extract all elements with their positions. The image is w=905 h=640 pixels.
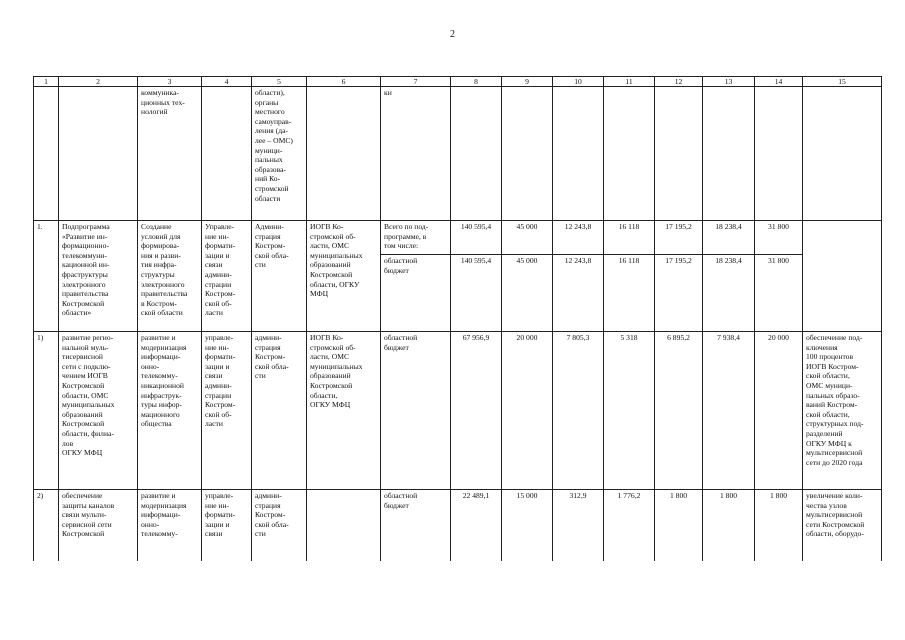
table-cell: обеспечение защиты каналов связи мульти- сервисной сети Костромской <box>59 490 138 562</box>
table-cell: увеличение коли- чества узлов мультисервисной сети Костромской области, оборудо- <box>803 490 882 562</box>
table-cell <box>803 87 882 221</box>
table-cell <box>202 87 252 221</box>
table-cell: обеспечение под- ключения 100 процентов ИОГВ Костром- ской области, ОМС муници- пальных образо- ваний Костром- ской области, структурных под- разделений ОГКУ МФЦ к мультисервисной сети до 2020 года <box>803 332 882 490</box>
table-cell: управле- ние ин- формати- зации и связи <box>202 490 252 562</box>
header-cell: 10 <box>553 77 604 87</box>
table-cell <box>451 87 502 221</box>
table-cell: 18 238,4 <box>703 221 755 255</box>
table-cell: 67 956,9 <box>451 332 502 490</box>
table-cell: админи- страция Костром- ской обла- сти <box>252 490 307 562</box>
table-cell: админи- страция Костром- ской обла- сти <box>252 332 307 490</box>
table-cell: 20 000 <box>502 332 553 490</box>
table-cell: 1 776,2 <box>604 490 655 562</box>
table-cell: 312,9 <box>553 490 604 562</box>
table-cell: 7 805,3 <box>553 332 604 490</box>
table-cell: 12 243,8 <box>553 221 604 255</box>
table-cell: 17 195,2 <box>655 221 703 255</box>
header-cell: 6 <box>307 77 381 87</box>
row-number: 2) <box>34 490 59 562</box>
table-cell: 1 800 <box>655 490 703 562</box>
header-cell: 11 <box>604 77 655 87</box>
table-cell: 17 195,2 <box>655 255 703 332</box>
header-cell: 15 <box>803 77 882 87</box>
header-cell: 5 <box>252 77 307 87</box>
table-cell: Создание условий для формирова- ния и разви- тия инфра- структуры электронного правительства в Костром- ской области <box>138 221 202 332</box>
table-cell: 7 938,4 <box>703 332 755 490</box>
table-cell <box>803 221 882 332</box>
table-cell: Управле- ние ин- формати- зации и связи админи- страции Костром- ской об- ласти <box>202 221 252 332</box>
table-cell: развитие регио- нальной муль- тисервисной сети с подклю- чением ИОГВ Костромской области, ОМС муниципальных образований Костромской области, филиа- лов ОГКУ МФЦ <box>59 332 138 490</box>
table-cell <box>703 87 755 221</box>
table-cell: 31 800 <box>755 255 803 332</box>
table-cell: 16 118 <box>604 221 655 255</box>
table-cell: 140 595,4 <box>451 221 502 255</box>
header-cell: 3 <box>138 77 202 87</box>
table-cell: 16 118 <box>604 255 655 332</box>
continuation-row <box>34 87 882 221</box>
table-cell: 15 000 <box>502 490 553 562</box>
header-cell: 1 <box>34 77 59 87</box>
table-cell: коммуника- ционных тех- нологий <box>138 87 202 221</box>
table-cell <box>59 87 138 221</box>
table-cell: ки <box>381 87 451 221</box>
table-cell: Подпрограмма «Развитие ин- формационно- телекоммуни- кационной ин- фраструктуры электронного правительства Костромской области» <box>59 221 138 332</box>
table-cell: 1 800 <box>755 490 803 562</box>
row-number: 1) <box>34 332 59 490</box>
table-cell <box>307 490 381 562</box>
table-cell: управле- ние ин- формати- зации и связи админи- страции Костром- ской об- ласти <box>202 332 252 490</box>
program-table <box>33 76 882 561</box>
table-cell: 12 243,8 <box>553 255 604 332</box>
header-cell: 4 <box>202 77 252 87</box>
table-cell: Всего по под- программе, в том числе: <box>381 221 451 255</box>
table-row <box>34 221 882 255</box>
table-cell: развитие и модернизация информаци- онно- телекомму- никационной инфраструк- туры инфор- мационного общества <box>138 332 202 490</box>
table-cell: области), органы местного самоуправ- ления (да- лее – ОМС) муници- пальных образова- ний Ко- стромской области <box>252 87 307 221</box>
table-cell: областной бюджет <box>381 255 451 332</box>
table-cell: 1 800 <box>703 490 755 562</box>
table-cell: Админи- страция Костром- ской обла- сти <box>252 221 307 332</box>
table-cell: 20 000 <box>755 332 803 490</box>
table-cell: 45 000 <box>502 221 553 255</box>
table-cell <box>34 87 59 221</box>
table-cell: областной бюджет <box>381 490 451 562</box>
table-cell: ИОГВ Ко- стромской об- ласти, ОМС муниципальных образований Костромской области, ОГКУ МФЦ <box>307 332 381 490</box>
table-cell: 45 000 <box>502 255 553 332</box>
header-cell: 8 <box>451 77 502 87</box>
table-cell: 140 595,4 <box>451 255 502 332</box>
table-cell <box>307 87 381 221</box>
table-cell: 18 238,4 <box>703 255 755 332</box>
table-cell: областной бюджет <box>381 332 451 490</box>
table-cell: развитие и модернизация информаци- онно- телекомму- <box>138 490 202 562</box>
table-cell: ИОГВ Ко- стромской об- ласти, ОМС муниципальных образований Костромской области, ОГКУ МФЦ <box>307 221 381 332</box>
page-number: 2 <box>450 29 455 40</box>
table-row <box>34 490 882 562</box>
table-cell: 22 489,1 <box>451 490 502 562</box>
row-number: 1. <box>34 221 59 332</box>
header-cell: 9 <box>502 77 553 87</box>
table-cell <box>755 87 803 221</box>
header-cell: 7 <box>381 77 451 87</box>
header-cell: 13 <box>703 77 755 87</box>
table-cell: 31 800 <box>755 221 803 255</box>
header-cell: 2 <box>59 77 138 87</box>
table-cell <box>655 87 703 221</box>
table-cell <box>502 87 553 221</box>
header-row <box>34 77 882 87</box>
table-row <box>34 332 882 490</box>
table-cell <box>553 87 604 221</box>
table-cell: 5 318 <box>604 332 655 490</box>
table-cell <box>604 87 655 221</box>
header-cell: 12 <box>655 77 703 87</box>
table-cell: 6 895,2 <box>655 332 703 490</box>
header-cell: 14 <box>755 77 803 87</box>
